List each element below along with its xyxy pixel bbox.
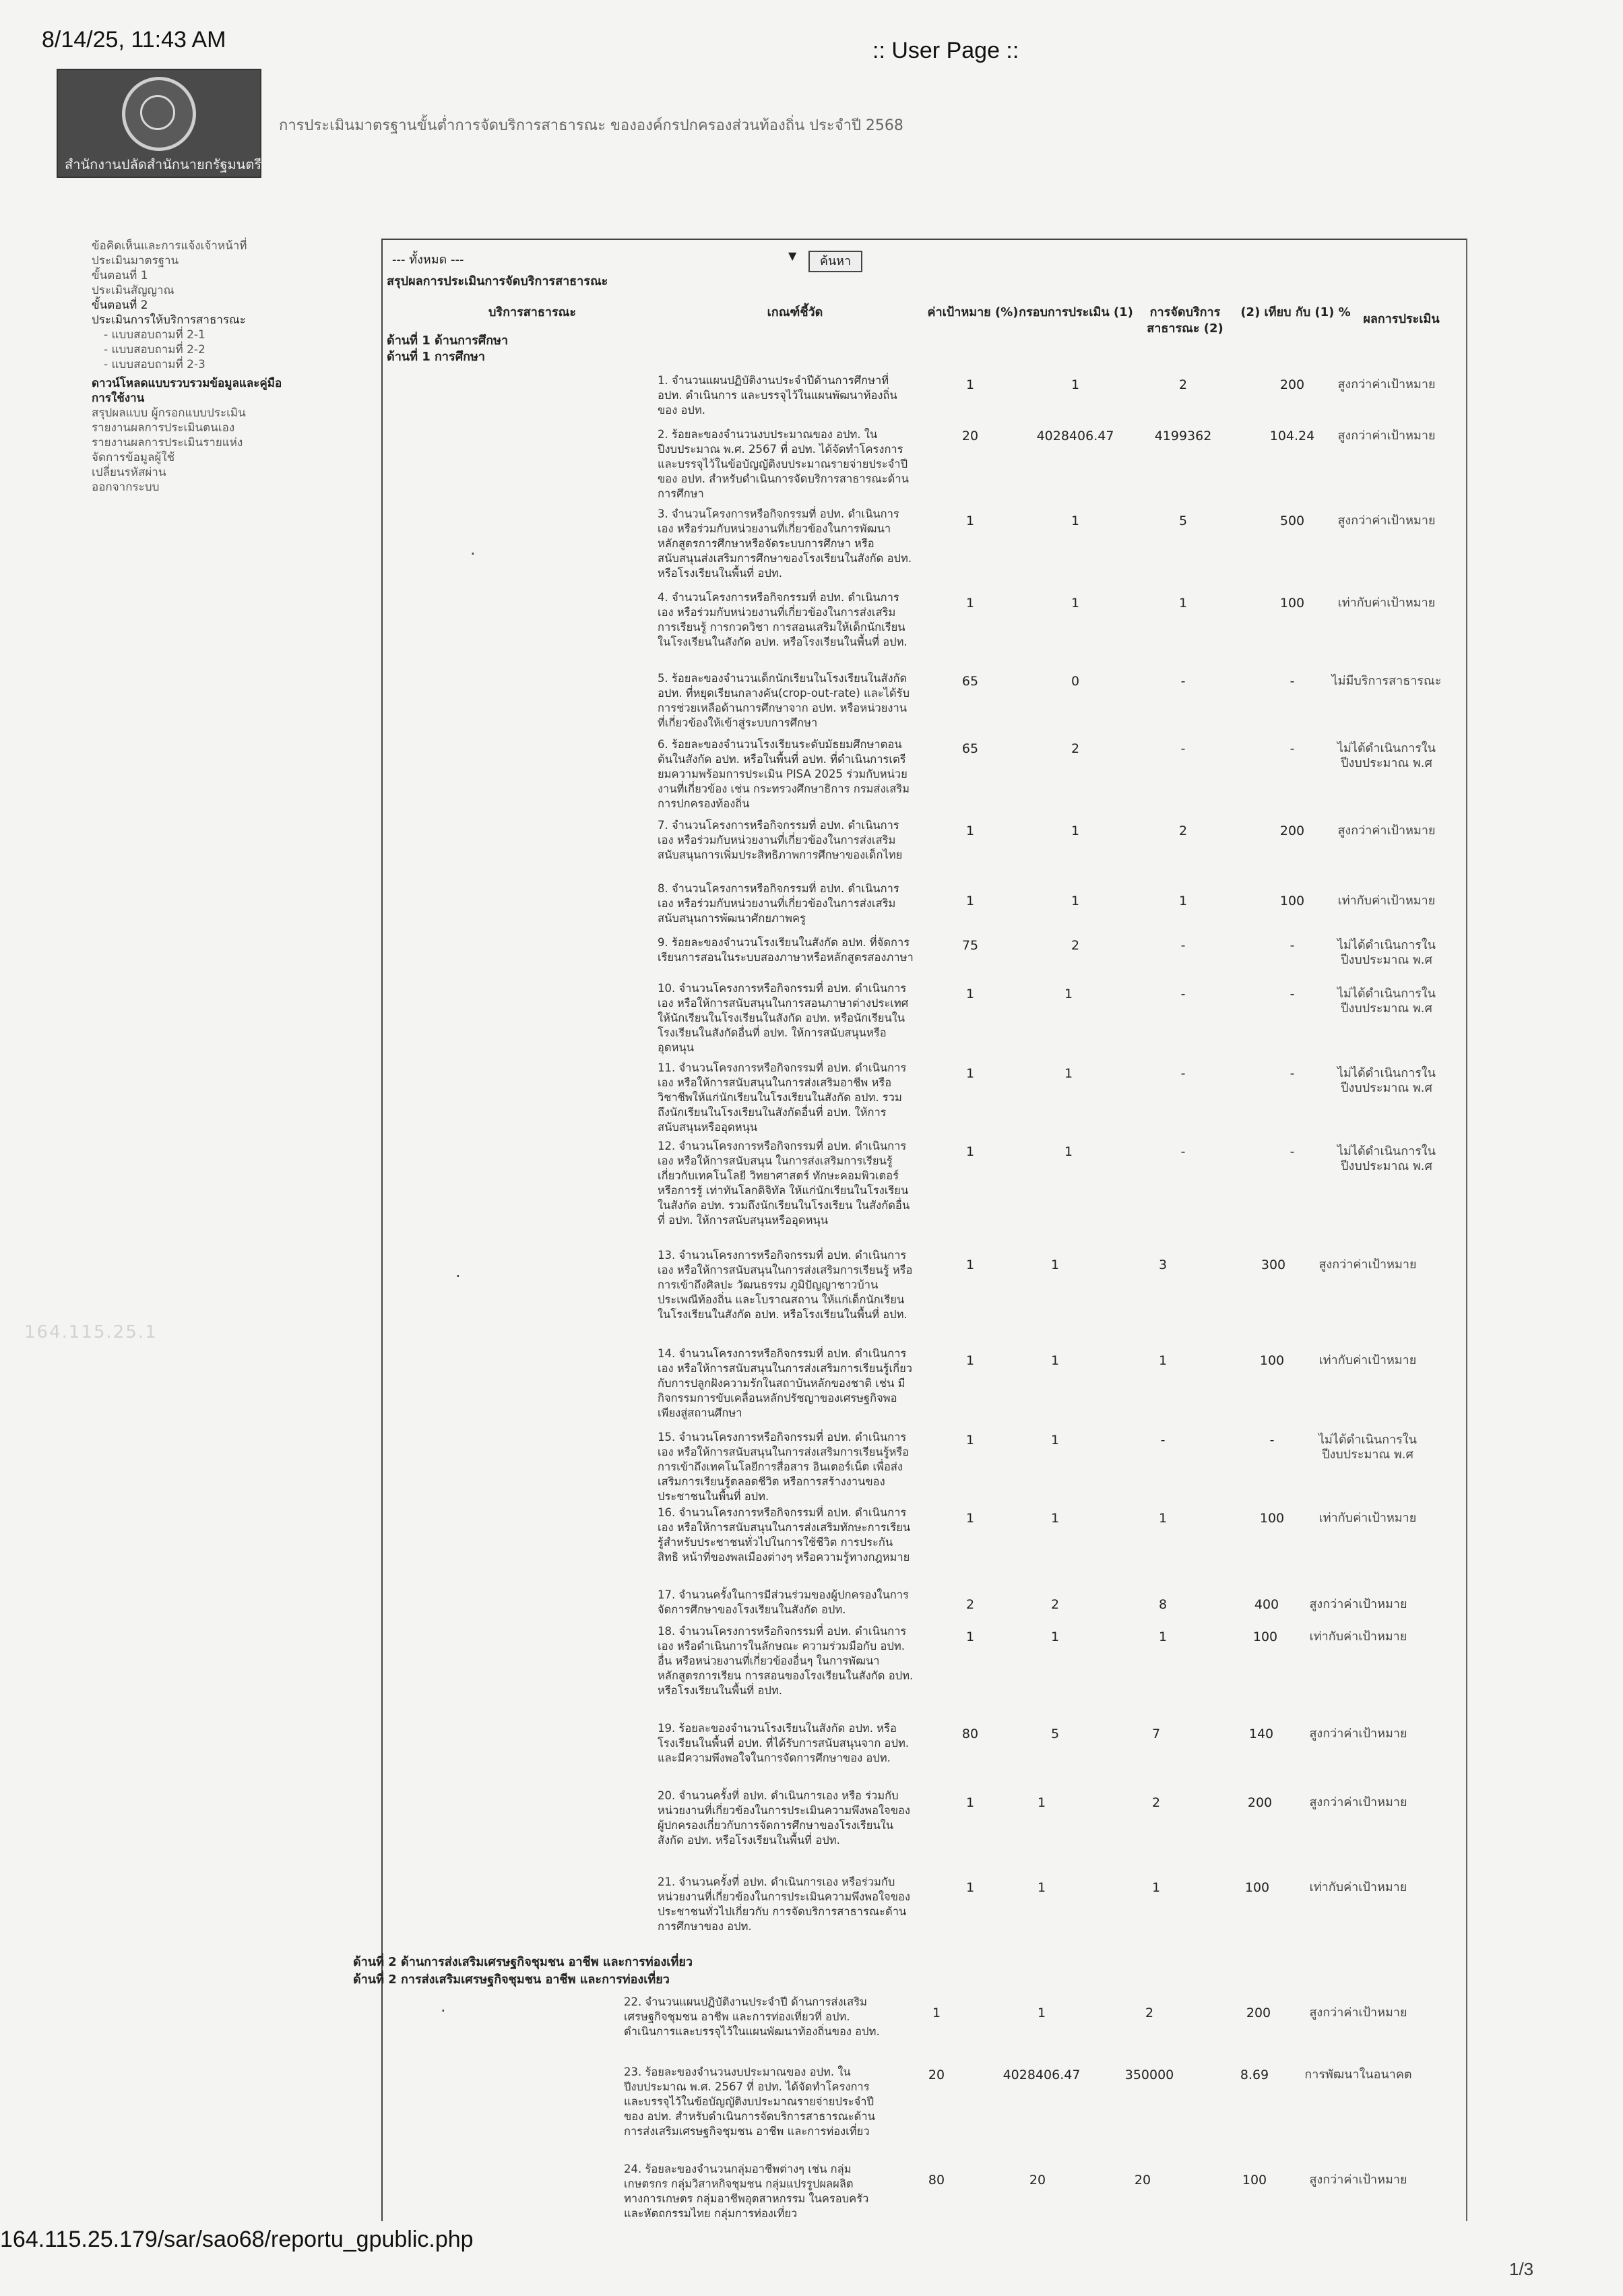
ratio-cell: - <box>1290 1144 1295 1159</box>
delivery-cell: 1 <box>1178 894 1188 908</box>
result-cell: การพัฒนาในอนาคต <box>1304 2068 1412 2082</box>
sidebar-item-self-report[interactable]: รายงานผลการประเมินตนเอง <box>92 421 235 435</box>
ratio-cell: 100 <box>1279 894 1305 908</box>
criteria-cell: 22. จำนวนแผนปฏิบัติงานประจำปี ด้านการส่งเสริมเศรษฐกิจชุมชน อาชีพ และการท่องเที่ยวที่ อปท. ดำเนินการและบรรจุไว้ในแผนพัฒนาท้องถิ่นของ อปท. <box>624 1995 880 2038</box>
sidebar-menu <box>92 239 294 495</box>
ratio-cell: 104.24 <box>1269 429 1315 443</box>
ratio-cell: 200 <box>1247 1795 1273 1810</box>
criteria-cell: 21. จำนวนครั้งที่ อปท. ดำเนินการเอง หรือร่วมกับหน่วยงานที่เกี่ยวข้องในการประเมินความพึงพอใจของประชาชนทั่วไปเกี่ยวกับ การจัดบริการสาธารณะด้านการศึกษาของ อปท. <box>658 1875 910 1933</box>
search-button[interactable]: ค้นหา <box>808 251 862 272</box>
result-cell: เท่ากับค่าเป้าหมาย <box>1318 1511 1417 1525</box>
scope-cell: 1 <box>1071 894 1080 908</box>
target-cell: 20 <box>961 429 979 443</box>
emblem-icon <box>122 77 196 151</box>
scope-cell: 1 <box>1064 987 1073 1001</box>
criteria-cell: 7. จำนวนโครงการหรือกิจกรรมที่ อปท. ดำเนินการเอง หรือร่วมกับหน่วยงานที่เกี่ยวข้องในการส่งเสริม สนับสนุนการเพิ่มประสิทธิภาพการศึกษาของเด็กไทย <box>658 819 903 861</box>
section1-group-label: ด้านที่ 1 ด้านการศึกษา <box>387 334 509 348</box>
section1-sub-label: ด้านที่ 1 การศึกษา <box>387 350 485 364</box>
criteria-cell: 20. จำนวนครั้งที่ อปท. ดำเนินการเอง หรือ ร่วมกับหน่วยงานที่เกี่ยวข้องในการประเมินความพึงพอใจของผู้ปกครองเกี่ยวกับการจัดการศึกษาของโรงเรียนในสังกัด อปท. หรือโรงเรียนในพื้นที่ อปท. <box>658 1789 910 1847</box>
ratio-cell: 200 <box>1279 824 1305 838</box>
result-cell: ไม่ได้ดำเนินการในปีงบประมาณ พ.ศ <box>1337 741 1436 770</box>
criteria-cell: 10. จำนวนโครงการหรือกิจกรรมที่ อปท. ดำเนินการเอง หรือให้การสนับสนุนในการสอนภาษาต่างประเทศให้นักเรียนในโรงเรียนในสังกัด อปท. หรือนักเรียนในโรงเรียนในสังกัดอื่นที่ อปท. ให้การสนับสนุนหรืออุดหนุน <box>658 982 909 1054</box>
target-cell: 1 <box>965 1880 975 1895</box>
target-cell: 1 <box>965 824 975 838</box>
delivery-cell: 5 <box>1178 514 1188 528</box>
sidebar-item-step2[interactable]: ขั้นตอนที่ 2 <box>92 299 148 312</box>
target-cell: 1 <box>965 1353 975 1368</box>
target-cell: 1 <box>965 1630 975 1644</box>
sidebar-item-assess-standard[interactable]: ประเมินมาตรฐาน <box>92 254 179 268</box>
scope-cell: 20 <box>1029 2173 1046 2188</box>
result-cell: เท่ากับค่าเป้าหมาย <box>1318 1353 1417 1367</box>
scope-cell: 1 <box>1050 1511 1060 1526</box>
criteria-cell: 16. จำนวนโครงการหรือกิจกรรมที่ อปท. ดำเนินการเอง หรือให้การสนับสนุนในการส่งเสริมทักษะการเรียนรู้สำหรับประชาชนทั่วไปในการใช้ชีวิต การประกันสิทธิ หน้าที่ของพลเมืองต่างๆ หรือความรู้ทางกฎหมาย <box>658 1506 911 1563</box>
col-header-delivery: การจัดบริการสาธารณะ (2) <box>1147 305 1223 336</box>
sidebar-item-summary[interactable]: สรุปผลแบบ ผู้กรอกแบบประเมิน <box>92 406 246 420</box>
result-cell: ไม่ได้ดำเนินการในปีงบประมาณ พ.ศ <box>1337 1144 1436 1173</box>
scope-cell: 1 <box>1050 1258 1060 1272</box>
ratio-cell: 300 <box>1261 1258 1286 1272</box>
delivery-cell: - <box>1180 1144 1186 1159</box>
delivery-cell: 1 <box>1151 1880 1161 1895</box>
delivery-cell: 2 <box>1178 824 1188 838</box>
delivery-cell: 2 <box>1178 377 1188 392</box>
ratio-cell: 100 <box>1259 1511 1285 1526</box>
bullet-dot: · <box>441 2002 446 2020</box>
result-cell: ไม่ได้ดำเนินการในปีงบประมาณ พ.ศ <box>1337 1066 1436 1095</box>
ratio-cell: 200 <box>1279 377 1305 392</box>
scope-cell: 1 <box>1071 514 1080 528</box>
banner-title: การประเมินมาตรฐานขั้นต่ำการจัดบริการสาธารณะ ขององค์กรปกครองส่วนท้องถิ่น ประจำปี 2568 <box>279 117 903 134</box>
footer-url: 164.115.25.179/sar/sao68/reportu_gpublic.php <box>0 2227 474 2252</box>
sidebar-item-change-password[interactable]: เปลี่ยนรหัสผ่าน <box>92 466 166 479</box>
col-header-target: ค่าเป้าหมาย (%) <box>927 305 1019 319</box>
result-cell: ไม่มีบริการสาธารณะ <box>1331 674 1442 688</box>
scope-cell: 2 <box>1071 741 1080 756</box>
delivery-cell: 1 <box>1158 1511 1168 1526</box>
target-cell: 1 <box>965 514 975 528</box>
ratio-cell: 400 <box>1254 1597 1279 1612</box>
criteria-cell: 14. จำนวนโครงการหรือกิจกรรมที่ อปท. ดำเนินการเอง หรือให้การสนับสนุนในการส่งเสริมการเรียนรู้เกี่ยวกับการปลูกฝังความรักในสถาบันหลักของชาติ เช่น มีกิจกรรมการขับเคลื่อนหลักปรัชญาของเศรษฐกิจพอเพียงสู่สถานศึกษา <box>658 1347 913 1419</box>
result-cell: ไม่ได้ดำเนินการในปีงบประมาณ พ.ศ <box>1337 987 1436 1016</box>
scope-cell: 1 <box>1064 1144 1073 1159</box>
report-frame <box>381 239 1467 2221</box>
criteria-cell: 4. จำนวนโครงการหรือกิจกรรมที่ อปท. ดำเนินการเอง หรือร่วมกับหน่วยงานที่เกี่ยวข้องในการส่งเสริมการเรียนรู้ การกวดวิชา การสอนเสริมให้เด็กนักเรียนในโรงเรียนในสังกัด อปท. หรือโรงเรียนในพื้นที่ อปท. <box>658 591 908 648</box>
sidebar-item-site-report[interactable]: รายงานผลการประเมินรายแห่ง <box>92 436 243 449</box>
sidebar-item-feedback[interactable]: ข้อคิดเห็นและการแจ้งเจ้าหน้าที่ <box>92 239 247 253</box>
target-cell: 1 <box>965 1066 975 1081</box>
sidebar-item-assess-signal[interactable]: ประเมินสัญญาณ <box>92 284 174 297</box>
scope-cell: 2 <box>1050 1597 1060 1612</box>
target-cell: 80 <box>928 2173 945 2188</box>
print-datetime: 8/14/25, 11:43 AM <box>42 27 226 53</box>
result-cell: เท่ากับค่าเป้าหมาย <box>1309 1880 1407 1894</box>
col-header-service: บริการสาธารณะ <box>488 305 576 319</box>
result-cell: สูงกว่าค่าเป้าหมาย <box>1337 824 1436 838</box>
ratio-cell: - <box>1290 741 1295 756</box>
banner-logo <box>57 69 261 178</box>
ratio-cell: 100 <box>1252 1630 1278 1644</box>
scope-cell: 1 <box>1050 1630 1060 1644</box>
target-cell: 20 <box>928 2068 945 2082</box>
delivery-cell: - <box>1180 674 1186 689</box>
result-cell: สูงกว่าค่าเป้าหมาย <box>1318 1258 1417 1272</box>
ratio-cell: - <box>1290 674 1295 689</box>
scope-cell: 1 <box>1050 1353 1060 1368</box>
footer-page-number: 1/3 <box>1509 2259 1534 2279</box>
result-cell: เท่ากับค่าเป้าหมาย <box>1337 596 1436 610</box>
delivery-cell: 1 <box>1178 596 1188 611</box>
delivery-cell: 4199362 <box>1154 429 1212 443</box>
target-cell: 1 <box>965 1433 975 1448</box>
criteria-cell: 9. ร้อยละของจำนวนโรงเรียนในสังกัด อปท. ที่จัดการเรียนการสอนในระบบสองภาษาหรือหลักสูตรสองภาษา <box>658 936 914 964</box>
target-cell: 1 <box>965 596 975 611</box>
section2-group-label: ด้านที่ 2 ด้านการส่งเสริมเศรษฐกิจชุมชน อาชีพ และการท่องเที่ยว <box>353 1955 693 1969</box>
delivery-cell: - <box>1180 938 1186 953</box>
criteria-cell: 15. จำนวนโครงการหรือกิจกรรมที่ อปท. ดำเนินการเอง หรือให้การสนับสนุนในการส่งเสริมการเรียนรู้หรือการเข้าถึงเทคโนโลยีการสื่อสาร อินเตอร์เน็ต เพื่อส่งเสริมการเรียนรู้ตลอดชีวิต หรือการสร้างงานของประชาชนในพื้นที่ อปท. <box>658 1431 910 1503</box>
scope-cell: 1 <box>1050 1433 1060 1448</box>
target-cell: 65 <box>961 741 979 756</box>
result-cell: สูงกว่าค่าเป้าหมาย <box>1309 1597 1407 1611</box>
result-cell: ไม่ได้ดำเนินการในปีงบประมาณ พ.ศ <box>1318 1433 1417 1462</box>
scope-cell: 1 <box>1037 2006 1046 2020</box>
scope-cell: 0 <box>1071 674 1080 689</box>
ratio-cell: - <box>1269 1433 1275 1448</box>
target-cell: 1 <box>965 1144 975 1159</box>
section2-sub-label: ด้านที่ 2 การส่งเสริมเศรษฐกิจชุมชน อาชีพ และการท่องเที่ยว <box>353 1973 670 1987</box>
ratio-cell: 100 <box>1242 2173 1267 2188</box>
delivery-cell: - <box>1180 1066 1186 1081</box>
target-cell: 1 <box>965 1258 975 1272</box>
criteria-cell: 2. ร้อยละของจำนวนงบประมาณของ อปท. ในปีงบประมาณ พ.ศ. 2567 ที่ อปท. ได้จัดทำโครงการและบรรจุไว้ในข้อบัญญัติงบประมาณรายจ่ายประจำปีของ อปท. สำหรับดำเนินการจัดบริการสาธารณะด้านการศึกษา <box>658 428 909 500</box>
target-cell: 1 <box>965 1511 975 1526</box>
delivery-cell: 350000 <box>1124 2068 1174 2082</box>
criteria-cell: 17. จำนวนครั้งในการมีส่วนร่วมของผู้ปกครองในการจัดการศึกษาของโรงเรียนในสังกัด อปท. <box>658 1588 909 1616</box>
target-cell: 1 <box>965 377 975 392</box>
sidebar-item-download[interactable]: ดาวน์โหลดแบบรวบรวมข้อมูลและคู่มือการใช้งาน <box>92 377 282 405</box>
scope-cell: 4028406.47 <box>1036 429 1114 443</box>
criteria-cell: 8. จำนวนโครงการหรือกิจกรรมที่ อปท. ดำเนินการเอง หรือร่วมกับหน่วยงานที่เกี่ยวข้องในการส่งเสริม สนับสนุนการพัฒนาศักยภาพครู <box>658 882 899 925</box>
result-cell: สูงกว่าค่าเป้าหมาย <box>1309 2006 1407 2020</box>
delivery-cell: - <box>1180 987 1186 1001</box>
col-header-ratio: (2) เทียบ กับ (1) % <box>1240 305 1351 319</box>
delivery-cell: - <box>1160 1433 1166 1448</box>
category-select-value: --- ทั้งหมด --- <box>392 253 464 267</box>
banner-org-name: สำนักงานปลัดสำนักนายกรัฐมนตรี <box>65 156 262 173</box>
delivery-cell: 1 <box>1158 1353 1168 1368</box>
ratio-cell: - <box>1290 987 1295 1001</box>
result-cell: สูงกว่าค่าเป้าหมาย <box>1337 514 1436 528</box>
ratio-cell: 200 <box>1246 2006 1271 2020</box>
sidebar-item-logout[interactable]: ออกจากระบบ <box>92 480 160 494</box>
criteria-cell: 3. จำนวนโครงการหรือกิจกรรมที่ อปท. ดำเนินการเอง หรือร่วมกับหน่วยงานที่เกี่ยวข้องในการพัฒนาหลักสูตรการศึกษาหรือจัดระบบการศึกษา หรือสนับสนุนส่งเสริมการศึกษาของโรงเรียนในสังกัด อปท. หรือโรงเรียนในพื้นที่ อปท. <box>658 507 912 580</box>
scope-cell: 1 <box>1037 1795 1046 1810</box>
bullet-dot: · <box>455 1267 461 1286</box>
delivery-cell: 2 <box>1151 1795 1161 1810</box>
col-header-scope: กรอบการประเมิน (1) <box>1019 305 1133 319</box>
criteria-cell: 23. ร้อยละของจำนวนงบประมาณของ อปท. ในปีงบประมาณ พ.ศ. 2567 ที่ อปท. ได้จัดทำโครงการและบรรจุไว้ในข้อบัญญัติงบประมาณรายจ่ายประจำปีของ อปท. สำหรับดำเนินการจัดบริการสาธารณะด้านการส่งเสริมเศรษฐกิจชุมชน อาชีพ และการท่องเที่ยว <box>624 2066 875 2138</box>
result-cell: เท่ากับค่าเป้าหมาย <box>1337 894 1436 908</box>
delivery-cell: 7 <box>1151 1727 1161 1741</box>
ratio-cell: - <box>1290 1066 1295 1081</box>
scope-cell: 4028406.47 <box>1003 2068 1081 2082</box>
result-cell: ไม่ได้ดำเนินการในปีงบประมาณ พ.ศ <box>1337 938 1436 967</box>
sidebar-item-step1[interactable]: ขั้นตอนที่ 1 <box>92 269 148 282</box>
target-cell: 1 <box>965 1795 975 1810</box>
scope-cell: 1 <box>1071 824 1080 838</box>
category-select[interactable] <box>391 248 803 268</box>
result-cell: เท่ากับค่าเป้าหมาย <box>1309 1630 1407 1644</box>
scope-cell: 5 <box>1050 1727 1060 1741</box>
criteria-cell: 13. จำนวนโครงการหรือกิจกรรมที่ อปท. ดำเนินการเอง หรือให้การสนับสนุนในการส่งเสริมการเรียนรู้ หรือการเข้าถึงศิลปะ วัฒนธรรม ภูมิปัญญาชาวบ้าน ประเพณีท้องถิ่น และโบราณสถาน ให้แก่เด็กนักเรียนในโรงเรียนในสังกัด อปท. หรือโรงเรียนในพื้นที่ อปท. <box>658 1249 913 1321</box>
ratio-cell: 500 <box>1279 514 1305 528</box>
target-cell: 1 <box>965 894 975 908</box>
sidebar-item-form-2-2[interactable]: - แบบสอบถามที่ 2-2 <box>104 343 205 356</box>
result-cell: สูงกว่าค่าเป้าหมาย <box>1337 377 1436 392</box>
criteria-cell: 5. ร้อยละของจำนวนเด็กนักเรียนในโรงเรียนในสังกัด อปท. ที่หยุดเรียนกลางคัน(crop-out-rate) และได้รับการช่วยเหลือด้านการศึกษาจาก อปท. หรือหน่วยงานที่เกี่ยวข้องให้เข้าสู่ระบบการศึกษา <box>658 672 910 729</box>
criteria-cell: 12. จำนวนโครงการหรือกิจกรรมที่ อปท. ดำเนินการเอง หรือให้การสนับสนุน ในการส่งเสริมการเรียนรู้เกี่ยวกับเทคโนโลยี วิทยาศาสตร์ ทักษะคอมพิวเตอร์ หรือการรู้ เท่าทันโลกดิจิทัล ให้แก่นักเรียนในโรงเรียนในสังกัด อปท. รวมถึงนักเรียนในโรงเรียน ในสังกัดอื่นที่ อปท. ให้การสนับสนุนหรืออุดหนุน <box>658 1140 910 1227</box>
scope-cell: 1 <box>1037 1880 1046 1895</box>
result-cell: สูงกว่าค่าเป้าหมาย <box>1309 2173 1407 2187</box>
sidebar-item-form-2-3[interactable]: - แบบสอบถามที่ 2-3 <box>104 358 205 371</box>
bullet-dot: · <box>470 545 476 563</box>
criteria-cell: 6. ร้อยละของจำนวนโรงเรียนระดับมัธยมศึกษาตอนต้นในสังกัด อปท. หรือในพื้นที่ อปท. ที่ดำเนินการเตรียมความพร้อมการประเมิน PISA 2025 ร่วมกับหน่วยงานที่เกี่ยวข้อง เช่น กระทรวงศึกษาธิการ กรมส่งเสริมการปกครองท้องถิ่น <box>658 738 910 810</box>
ratio-cell: 140 <box>1248 1727 1274 1741</box>
criteria-cell: 19. ร้อยละของจำนวนโรงเรียนในสังกัด อปท. หรือโรงเรียนในพื้นที่ อปท. ที่ได้รับการสนับสนุนจาก อปท. และมีความพึงพอใจในการจัดการศึกษาของ อปท. <box>658 1722 910 1764</box>
summary-title: สรุปผลการประเมินการจัดบริการสาธารณะ <box>387 274 608 288</box>
target-cell: 1 <box>932 2006 941 2020</box>
scope-cell: 1 <box>1071 377 1080 392</box>
delivery-cell: 3 <box>1158 1258 1168 1272</box>
target-cell: 1 <box>965 987 975 1001</box>
target-cell: 75 <box>961 938 979 953</box>
criteria-cell: 18. จำนวนโครงการหรือกิจกรรมที่ อปท. ดำเนินการเอง หรือดำเนินการในลักษณะ ความร่วมมือกับ อปท. อื่น หรือหน่วยงานที่เกี่ยวข้องอื่นๆ ในการพัฒนาหลักสูตรการเรียน การสอนของโรงเรียนในสังกัด อปท. หรือโรงเรียนในพื้นที่ อปท. <box>658 1625 914 1697</box>
faint-watermark: 164.115.25.1 <box>24 1322 158 1342</box>
criteria-cell: 24. ร้อยละของจำนวนกลุ่มอาชีพต่างๆ เช่น กลุ่มเกษตรกร กลุ่มวิสาหกิจชุมชน กลุ่มแปรรูปผลผลิตทางการเกษตร กลุ่มอาชีพอุตสาหกรรม ในครอบครัวและหัตถกรรมไทย กลุ่มการท่องเที่ยว <box>624 2163 869 2220</box>
criteria-cell: 11. จำนวนโครงการหรือกิจกรรมที่ อปท. ดำเนินการเอง หรือให้การสนับสนุนในการส่งเสริมอาชีพ หรือวิชาชีพให้แก่นักเรียนในโรงเรียนในสังกัด อปท. รวมถึงนักเรียนในโรงเรียนในสังกัดอื่นที่ อปท. ให้การสนับสนุนหรืออุดหนุน <box>658 1061 907 1134</box>
delivery-cell: 8 <box>1158 1597 1168 1612</box>
result-cell: สูงกว่าค่าเป้าหมาย <box>1309 1727 1407 1741</box>
ratio-cell: 8.69 <box>1240 2068 1269 2082</box>
sidebar-item-form-2-1[interactable]: - แบบสอบถามที่ 2-1 <box>104 328 205 342</box>
ratio-cell: - <box>1290 938 1295 953</box>
ratio-cell: 100 <box>1279 596 1305 611</box>
result-cell: สูงกว่าค่าเป้าหมาย <box>1337 429 1436 443</box>
target-cell: 65 <box>961 674 979 689</box>
result-cell: สูงกว่าค่าเป้าหมาย <box>1309 1795 1407 1809</box>
ratio-cell: 100 <box>1259 1353 1285 1368</box>
print-page-title: :: User Page :: <box>872 38 1019 63</box>
sidebar-item-assess-service[interactable]: ประเมินการให้บริการสาธารณะ <box>92 313 246 327</box>
scope-cell: 1 <box>1064 1066 1073 1081</box>
target-cell: 80 <box>961 1727 979 1741</box>
criteria-cell: 1. จำนวนแผนปฏิบัติงานประจำปีด้านการศึกษาที่ อปท. ดำเนินการ และบรรจุไว้ในแผนพัฒนาท้องถิ่นของ อปท. <box>658 374 897 416</box>
scope-cell: 2 <box>1071 938 1080 953</box>
col-header-criteria: เกณฑ์ชี้วัด <box>767 305 823 319</box>
delivery-cell: 1 <box>1158 1630 1168 1644</box>
chevron-down-icon: ▼ <box>788 249 797 262</box>
delivery-cell: 2 <box>1145 2006 1154 2020</box>
delivery-cell: - <box>1180 741 1186 756</box>
col-header-result: ผลการประเมิน <box>1363 312 1440 326</box>
delivery-cell: 20 <box>1134 2173 1151 2188</box>
sidebar-item-user-manage[interactable]: จัดการข้อมูลผู้ใช้ <box>92 451 175 464</box>
target-cell: 2 <box>965 1597 975 1612</box>
scope-cell: 1 <box>1071 596 1080 611</box>
ratio-cell: 100 <box>1244 1880 1270 1895</box>
